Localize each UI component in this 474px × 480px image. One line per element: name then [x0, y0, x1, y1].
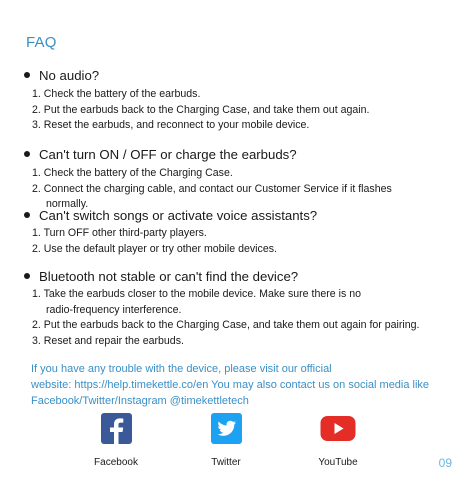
support-info-line: Facebook/Twitter/Instagram @timekettletech	[31, 395, 249, 407]
faq-question-text: Can't turn ON / OFF or charge the earbuds?	[39, 147, 297, 162]
faq-answer: 1. Check the battery of the Charging Case.	[32, 167, 233, 179]
faq-answer-line: 1. Take the earbuds closer to the mobile device. Make sure there is no	[32, 288, 361, 300]
support-info-line: If you have any trouble with the device, please visit our official	[31, 363, 332, 375]
social-label: Twitter	[211, 457, 241, 468]
faq-answer: 1. Turn OFF other third-party players.	[32, 227, 207, 239]
faq-question-text: No audio?	[39, 68, 100, 83]
social-youtube[interactable]	[298, 413, 378, 468]
bullet-icon	[24, 72, 30, 78]
faq-question-text: Bluetooth not stable or can't find the device?	[39, 269, 299, 284]
faq-section-power	[24, 147, 464, 213]
faq-section-no-audio	[24, 68, 464, 134]
social-label: YouTube	[318, 457, 358, 468]
support-info	[31, 361, 461, 409]
faq-answer-continuation: radio-frequency interference.	[46, 303, 182, 316]
social-facebook[interactable]	[76, 413, 156, 468]
faq-question	[24, 68, 464, 84]
faq-question	[24, 147, 464, 163]
faq-question	[24, 208, 464, 224]
faq-answer: 2. Use the default player or try other mobile devices.	[32, 242, 277, 255]
twitter-icon[interactable]	[211, 413, 242, 444]
faq-question-text: Can't switch songs or activate voice assistants?	[39, 208, 318, 223]
faq-section-bluetooth	[24, 269, 464, 349]
faq-answer: 1. Check the battery of the earbuds.	[32, 88, 201, 100]
support-info-line[interactable]: website: https://help.timekettle.co/en You may also contact us on social media like	[31, 379, 430, 391]
faq-answer-line: 2. Connect the charging cable, and contact our Customer Service if it flashes	[32, 182, 392, 195]
faq-section-songs	[24, 208, 464, 257]
facebook-icon[interactable]	[101, 413, 132, 444]
faq-answer: 3. Reset and repair the earbuds.	[32, 334, 184, 347]
social-twitter[interactable]	[186, 413, 266, 468]
page-title: FAQ	[26, 34, 57, 51]
page-number: 09	[438, 456, 452, 470]
bullet-icon	[24, 151, 30, 157]
faq-question	[24, 269, 464, 285]
faq-answer: 2. Put the earbuds back to the Charging Case, and take them out again for pairing.	[32, 319, 420, 331]
youtube-icon[interactable]	[320, 413, 356, 444]
bullet-icon	[24, 273, 30, 279]
faq-answer	[24, 287, 464, 318]
faq-answer-continuation: normally.	[46, 198, 89, 210]
bullet-icon	[24, 212, 30, 218]
faq-answer: 3. Reset the earbuds, and reconnect to your mobile device.	[32, 119, 310, 131]
social-label: Facebook	[94, 457, 138, 468]
faq-answer: 2. Put the earbuds back to the Charging Case, and take them out again.	[32, 103, 370, 116]
